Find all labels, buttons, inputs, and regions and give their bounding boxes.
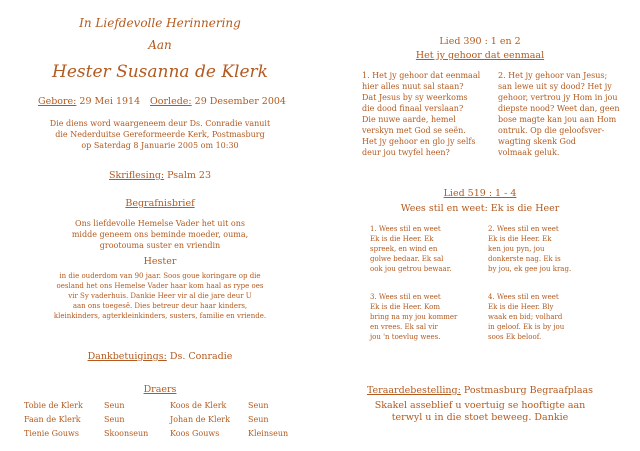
bearer-name: Johan de Klerk	[170, 415, 230, 424]
obituary-name: Hester	[143, 256, 177, 267]
bearer-name: Tienie Gouws	[24, 429, 79, 438]
born-label: Gebore:	[38, 96, 77, 107]
died-date: 29 Desember 2004	[194, 96, 286, 107]
deceased-name: Hester Susanna de Klerk	[52, 62, 268, 82]
hymn1-reference: Lied 390 : 1 en 2	[439, 36, 521, 47]
bearer-row	[24, 399, 269, 413]
heading-to: Aan	[148, 38, 172, 52]
bearer-row	[24, 413, 269, 427]
heading-in-loving-memory: In Liefdevolle Herinnering	[79, 16, 241, 30]
scripture-label: Skriflesing:	[109, 170, 165, 181]
born-date: 29 Mei 1914	[79, 96, 141, 107]
obituary-line: aan ons toegesê. Dies betreur deur haar kinders,	[72, 302, 248, 310]
obituary-line: grootouma suster en vriendin	[99, 241, 221, 250]
bearer-relation: Skoonseun	[104, 429, 149, 438]
thanks-label: Dankbetuigings:	[87, 351, 167, 362]
birth-info	[38, 96, 140, 108]
service-line: Die diens word waargeneem deur Ds. Conradie vanuit	[49, 119, 271, 128]
service-text	[0, 118, 320, 151]
obituary-line: Ons liefdevolle Hemelse Vader het uit ons	[75, 219, 245, 228]
death-info	[150, 96, 286, 108]
burial-value: Postmasburg Begraafplaas	[463, 385, 594, 396]
bearer-row	[24, 427, 288, 441]
burial-label: Teraardebestelling:	[366, 385, 461, 396]
obituary-intro	[0, 218, 320, 251]
bearer-relation: Seun	[248, 415, 269, 424]
hymn2-verse3: 3. Wees stil en weet Ek is die Heer. Kom bring na my jou kommer en vrees. Ek sal vir jou 'n toevlug wees.	[370, 293, 458, 341]
obituary-body	[0, 271, 320, 321]
obituary-line: vir Sy vaderhuis. Dankie Heer vir al die jare deur U	[68, 292, 252, 300]
obituary-title: Begrafnisbrief	[125, 198, 195, 209]
bearer-name: Koos de Klerk	[170, 401, 227, 410]
obituary-line: kleinkinders, agterkleinkinders, susters, familie en vriende.	[53, 312, 267, 320]
died-label: Oorlede:	[150, 96, 192, 107]
bearer-name: Faan de Klerk	[24, 415, 81, 424]
service-line: op Saterdag 8 Januarie 2005 om 10:30	[81, 141, 239, 150]
hymn1-title: Het jy gehoor dat eenmaal	[415, 50, 545, 61]
hymn2-reference: Lied 519 : 1 - 4	[443, 188, 517, 199]
obituary-line: midde geneem ons beminde moeder, ouma,	[71, 230, 249, 239]
bearers-title: Draers	[143, 384, 177, 395]
hymn2-verse2: 2. Wees stil en weet Ek is die Heer. Ek ken jou pyn, jou donkerste nag. Ek is by jou, ek gee jou krag.	[488, 225, 572, 273]
scripture-value: Psalm 23	[167, 170, 211, 181]
thanks-value: Ds. Conradie	[169, 351, 233, 362]
burial-line: terwyl u in die stoet beweeg. Dankie	[391, 412, 569, 423]
bearer-name: Koos Gouws	[170, 429, 220, 438]
obituary-line: in die ouderdom van 90 jaar. Soos goue koringare op die	[59, 272, 261, 280]
burial-note	[320, 400, 640, 424]
burial-info	[320, 385, 640, 397]
bearer-name: Tobie de Klerk	[24, 401, 83, 410]
bearer-relation: Seun	[104, 415, 125, 424]
hymn2-verse1: 1. Wees stil en weet Ek is die Heer. Ek spreek, en wind en golwe bedaar. Ek sal ook jou getrou bewaar.	[370, 225, 452, 273]
bearer-relation: Seun	[248, 401, 269, 410]
obituary-line: oesland het ons Hemelse Vader haar kom haal as rype oes	[56, 282, 264, 290]
hymn1-verse1: 1. Het jy gehoor dat eenmaal hier alles nuut sal staan? Dat Jesus by sy weerkoms die dood finaal verslaan? Die nuwe aarde, hemel verskyn met God se seën. Het jy gehoor en glo jy selfs deur jou twyfel heen?	[362, 71, 481, 157]
bearer-relation: Kleinseun	[248, 429, 289, 438]
hymn2-verse4: 4. Wees stil en weet Ek is die Heer. Bly waak en bid; volhard in geloof. Ek is by jou soos Ek beloof.	[488, 293, 565, 341]
service-line: die Nederduitse Gereformeerde Kerk, Postmasburg	[55, 130, 265, 139]
burial-line: Skakel asseblief u voertuig se hooftigte aan	[374, 400, 586, 411]
acknowledgements	[0, 351, 320, 363]
bearer-relation: Seun	[104, 401, 125, 410]
hymn1-verse2: 2. Het jy gehoor van Jesus; san lewe uit sy dood? Het jy gehoor, vertrou jy Hom in jou diepste nood? Weet dan, geen bose magte kan jou aan Hom ontruk. Op die geloofsver- wagting skenk God volmaak geluk.	[498, 71, 620, 157]
scripture-reading	[0, 170, 320, 182]
right-page	[320, 0, 640, 451]
hymn2-title: Wees stil en weet: Ek is die Heer	[400, 203, 560, 214]
